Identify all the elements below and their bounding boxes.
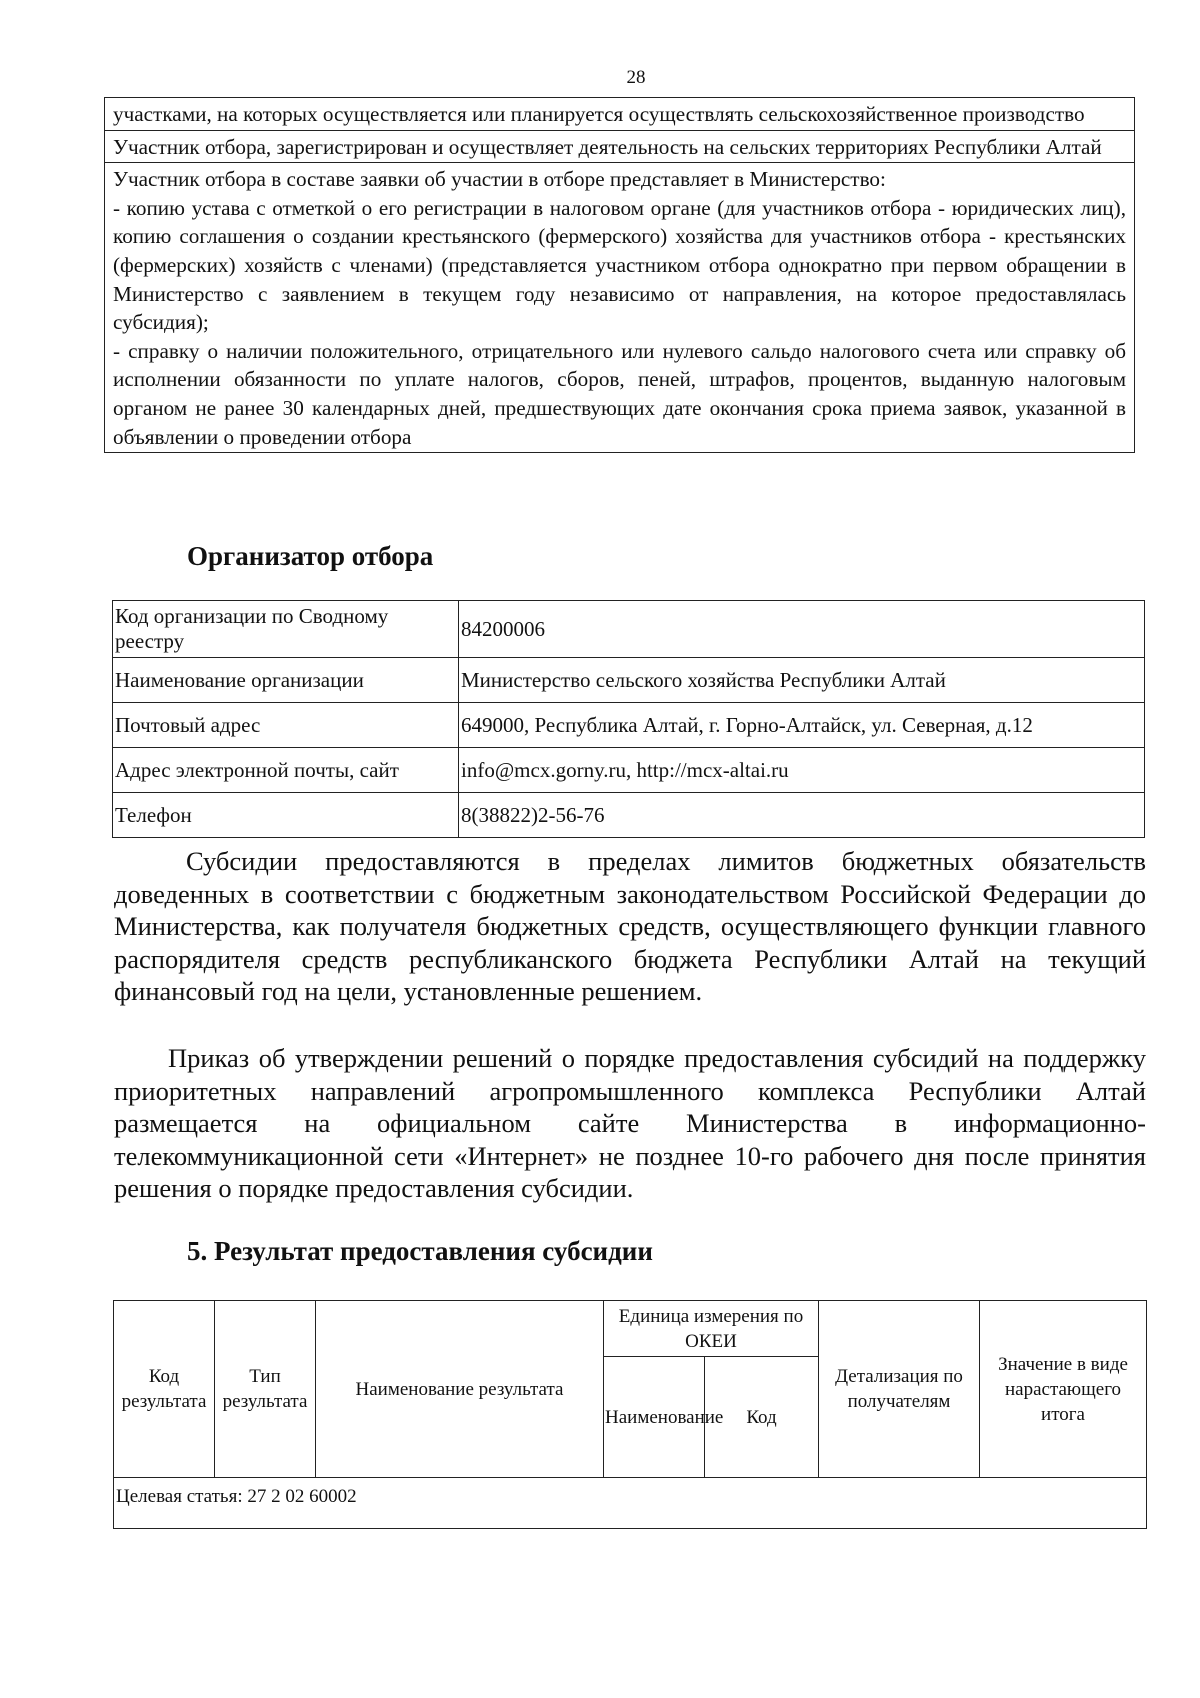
page-number: 28 (626, 67, 646, 88)
result-row (114, 1478, 1147, 1529)
organizer-row (113, 703, 1145, 748)
organizer-value: 649000, Республика Алтай, г. Горно-Алтайск, ул. Северная, д.12 (459, 703, 1145, 748)
criteria-text: Участник отбора, зарегистрирован и осуществляет деятельность на сельских территориях Республики Алтай (113, 134, 1102, 159)
organizer-label: Наименование организации (113, 658, 459, 703)
organizer-label: Телефон (113, 793, 459, 838)
organizer-row (113, 658, 1145, 703)
body-paragraph: Приказ об утверждении решений о порядке предоставления субсидий на поддержку приоритетных направлений агропромышленного комплекса Республики Алтай размещается на официальном сайте Министерства в информационно-телекоммуникационной сети «Интернет» не позднее 10-го рабочего дня после принятия решения о порядке предоставления субсидии. (114, 1043, 1146, 1204)
criteria-row (105, 130, 1135, 163)
organizer-label: Почтовый адрес (113, 703, 459, 748)
criteria-text: Участник отбора в составе заявки об участии в отборе представляет в Министерство: (113, 167, 886, 192)
header-result-code: Код результата (114, 1301, 215, 1478)
organizer-value: info@mcx.gorny.ru, http://mcx-altai.ru (459, 748, 1145, 793)
result-section-heading: 5. Результат предоставления субсидии (187, 1236, 653, 1266)
header-result-type: Тип результата (215, 1301, 316, 1478)
criteria-row (105, 163, 1135, 453)
organizer-row (113, 793, 1145, 838)
organizer-row (113, 601, 1145, 658)
header-unit-name: Наименование (604, 1357, 705, 1478)
result-table (113, 1300, 1147, 1529)
organizer-value: 84200006 (459, 601, 1145, 658)
organizer-label: Адрес электронной почты, сайт (113, 748, 459, 793)
header-unit-code: Код (705, 1357, 819, 1478)
criteria-text: - копию устава с отметкой о его регистрации в налоговом органе (для участников отбора - юридических лиц), копию соглашения о создании крестьянского (фермерского) хозяйства для участников отбора - крестьянских (фермерских) хозяйств с членами) (представляется участником отбора однократно при первом обращении в Министерство с заявлением в текущем году независимо от направления, на которое предоставлялась субсидия); (113, 195, 1126, 335)
criteria-row (105, 98, 1135, 131)
criteria-text: участками, на которых осуществляется или планируется осуществлять сельскохозяйственное производство (113, 102, 1085, 126)
organizer-value: 8(38822)2-56-76 (459, 793, 1145, 838)
header-cumulative-value: Значение в виде нарастающего итога (980, 1301, 1147, 1478)
organizer-row (113, 748, 1145, 793)
body-paragraph: Субсидии предоставляются в пределах лимитов бюджетных обязательств доведенных в соответствии с бюджетным законодательством Российской Федерации до Министерства, как получателя бюджетных средств, осуществляющего функции главного распорядителя средств республиканского бюджета Республики Алтай на текущий финансовый год на цели, установленные решением. (114, 846, 1146, 1007)
organizer-value: Министерство сельского хозяйства Республики Алтай (459, 658, 1145, 703)
organizer-table (112, 600, 1145, 838)
criteria-text: - справку о наличии положительного, отрицательного или нулевого сальдо налогового счета или справку об исполнении обязанности по уплате налогов, сборов, пеней, штрафов, процентов, выданную налоговым органом не ранее 30 календарных дней, предшествующих дате окончания срока приема заявок, указанной в объявлении о проведении отбора (113, 338, 1126, 449)
header-unit-group: Единица измерения по ОКЕИ (604, 1301, 819, 1357)
header-detail: Детализация по получателям (819, 1301, 980, 1478)
organizer-label: Код организации по Сводному реестру (113, 601, 459, 658)
header-result-name: Наименование результата (316, 1301, 604, 1478)
organizer-heading: Организатор отбора (187, 541, 434, 571)
target-article: Целевая статья: 27 2 02 60002 (114, 1478, 1147, 1529)
eligibility-criteria-table (104, 97, 1135, 453)
result-header-row (114, 1301, 1147, 1357)
